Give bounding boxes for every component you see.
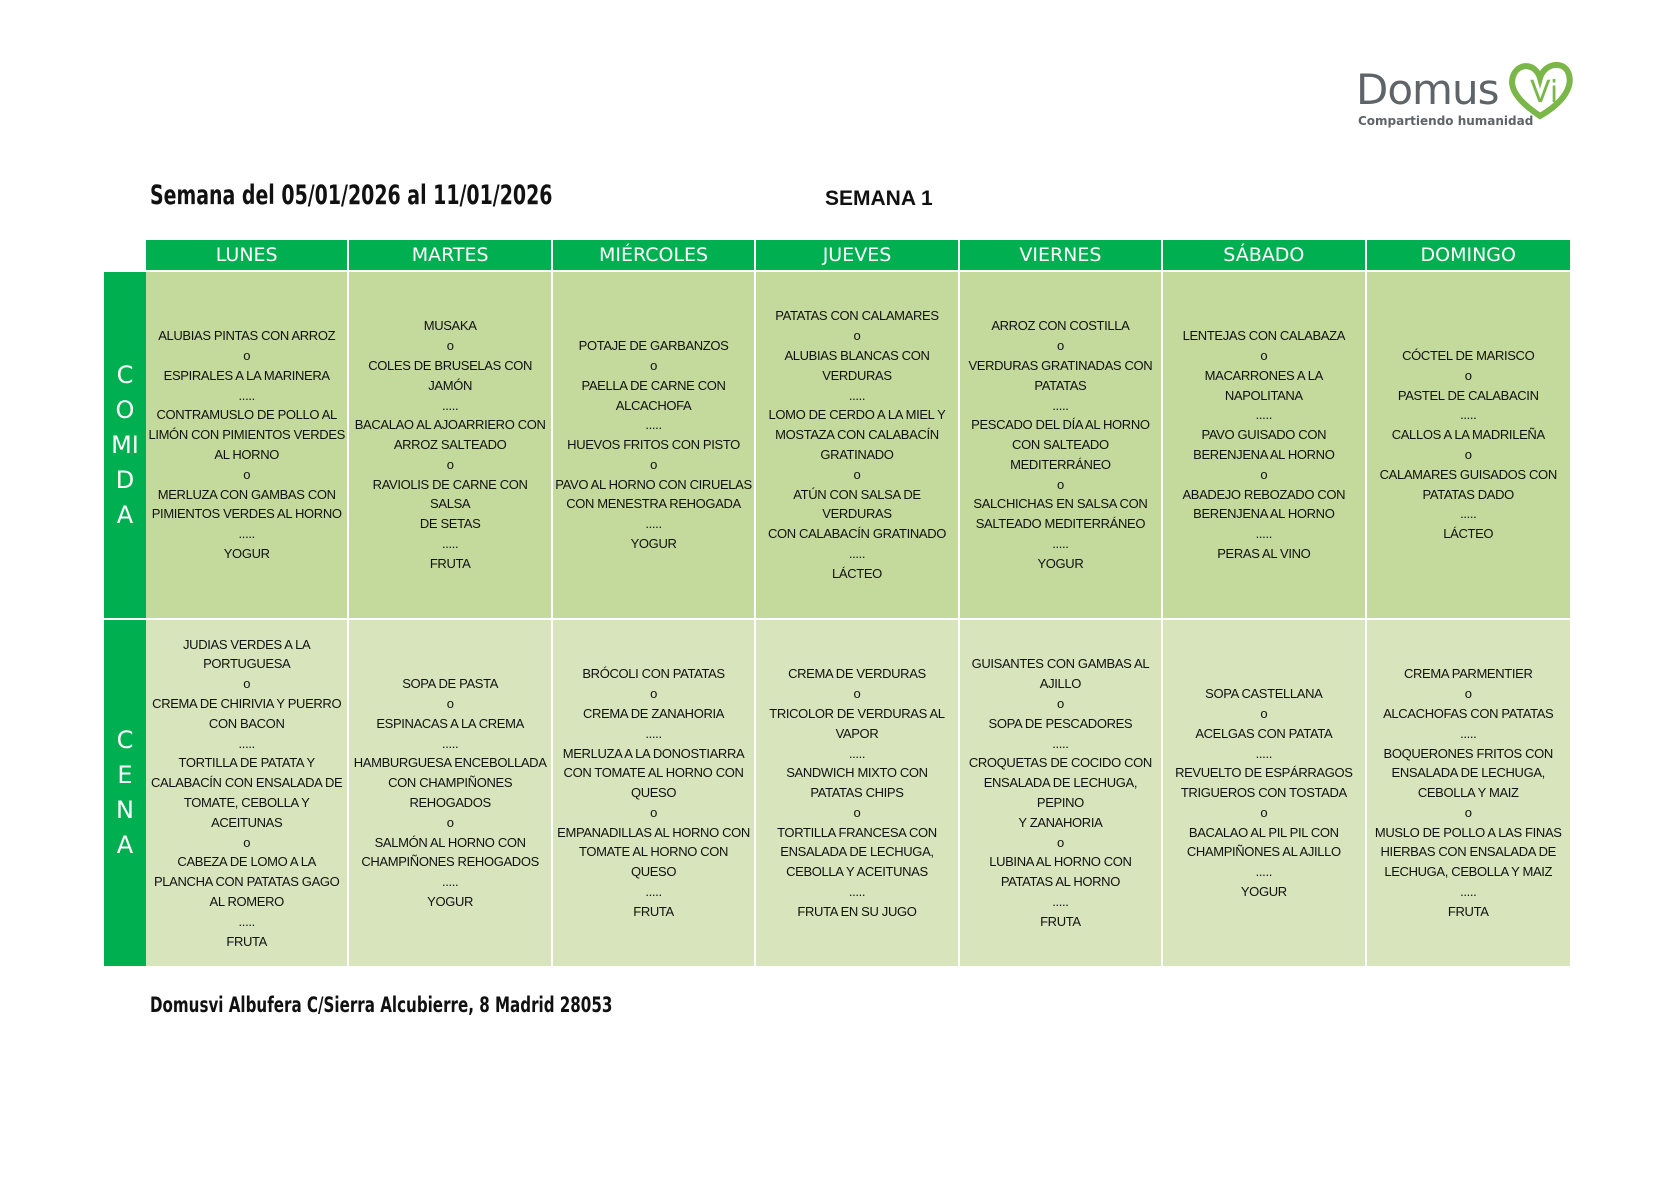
cena-cell-miercoles (553, 620, 756, 966)
comida-cell-martes (349, 272, 552, 618)
comida-cell-miercoles (553, 272, 756, 618)
week-range-title: Semana del 05/01/2026 al 11/01/2026 (150, 180, 553, 211)
logo-brand-text: Domus (1356, 65, 1499, 114)
day-header-martes: MARTES (349, 240, 552, 270)
menu-cell-text: GUISANTES CON GAMBAS AL AJILLO o SOPA DE PESCADORES ..... CROQUETAS DE COCIDO CON ENSALADA DE LECHUGA, PEPINO Y ZANAHORIA o LUBINA AL HORNO CON PATATAS AL HORNO ..... FRUTA (968, 656, 1152, 929)
day-header-viernes: VIERNES (960, 240, 1163, 270)
menu-cell-text: POTAJE DE GARBANZOS o PAELLA DE CARNE CON ALCACHOFA ..... HUEVOS FRITOS CON PISTO o PAVO AL HORNO CON CIRUELAS CON MENESTRA REHOGADA ..... YOGUR (555, 338, 752, 552)
domusvi-logo (1356, 58, 1586, 138)
menu-cell-text: SOPA CASTELLANA o ACELGAS CON PATATA ..... REVUELTO DE ESPÁRRAGOS TRIGUEROS CON TOSTADA o BACALAO AL PIL PIL CON CHAMPIÑONES AL AJILLO ..... YOGUR (1175, 686, 1353, 900)
menu-cell-text: PATATAS CON CALAMARES o ALUBIAS BLANCAS CON VERDURAS ..... LOMO DE CERDO A LA MIEL Y MOSTAZA CON CALABACÍN GRATINADO o ATÚN CON SALSA DE VERDURAS CON CALABACÍN GRATINADO ..... LÁCTEO (767, 308, 947, 581)
comida-cell-sabado (1163, 272, 1366, 618)
cena-row-label (104, 620, 146, 966)
cena-label-text: CENA (116, 726, 134, 859)
cena-row (104, 620, 1570, 966)
menu-cell-text: MUSAKA o COLES DE BRUSELAS CON JAMÓN ..... BACALAO AL AJOARRIERO CON ARROZ SALTEADO o RAVIOLIS DE CARNE CON SALSA DE SETAS ..... FRUTA (354, 318, 546, 571)
menu-cell-text: BRÓCOLI CON PATATAS o CREMA DE ZANAHORIA ..... MERLUZA A LA DONOSTIARRA CON TOMATE AL HORNO CON QUESO o EMPANADILLAS AL HORNO CON TOMATE AL HORNO CON QUESO ..... FRUTA (557, 666, 750, 919)
comida-cell-domingo (1367, 272, 1570, 618)
day-header-lunes: LUNES (146, 240, 349, 270)
cena-cell-martes (349, 620, 552, 966)
menu-cell-text: ARROZ CON COSTILLA o VERDURAS GRATINADAS CON PATATAS ..... PESCADO DEL DÍA AL HORNO CON SALTEADO MEDITERRÁNEO o SALCHICHAS EN SALSA CON SALTEADO MEDITERRÁNEO ..... YOGUR (968, 318, 1153, 571)
day-header-sabado: SÁBADO (1163, 240, 1366, 270)
comida-row (104, 272, 1570, 618)
comida-label-text: COMIDA (111, 360, 139, 529)
day-header-miercoles: MIÉRCOLES (553, 240, 756, 270)
cena-cell-viernes (960, 620, 1163, 966)
menu-cell-text: CÓCTEL DE MARISCO o PASTEL DE CALABACIN ..... CALLOS A LA MADRILEÑA o CALAMARES GUISADOS CON PATATAS DADO ..... LÁCTEO (1379, 348, 1557, 542)
logo-brand-suffix: Vi (1530, 75, 1559, 110)
cena-cell-lunes (146, 620, 349, 966)
menu-cell-text: CREMA PARMENTIER o ALCACHOFAS CON PATATAS ..... BOQUERONES FRITOS CON ENSALADA DE LECHUGA, CEBOLLA Y MAIZ o MUSLO DE POLLO A LAS FINAS HIERBAS CON ENSALADA DE LECHUGA, CEBOLLA Y MAIZ ..... FRUTA (1374, 666, 1562, 919)
heart-leaf-icon (1506, 58, 1576, 120)
comida-cell-lunes (146, 272, 349, 618)
weekly-menu-table (104, 240, 1570, 966)
cena-cell-domingo (1367, 620, 1570, 966)
footer-address: Domusvi Albufera C/Sierra Alcubierre, 8 Madrid 28053 (150, 993, 613, 1017)
cena-cell-sabado (1163, 620, 1366, 966)
logo-tagline: Compartiendo humanidad (1358, 114, 1534, 128)
comida-cell-jueves (756, 272, 959, 618)
day-header-domingo: DOMINGO (1367, 240, 1570, 270)
menu-cell-text: LENTEJAS CON CALABAZA o MACARRONES A LA NAPOLITANA ..... PAVO GUISADO CON BERENJENA AL HORNO o ABADEJO REBOZADO CON BERENJENA AL HORNO ..... PERAS AL VINO (1182, 328, 1346, 561)
menu-cell-text: SOPA DE PASTA o ESPINACAS A LA CREMA ..... HAMBURGUESA ENCEBOLLADA CON CHAMPIÑONES REHOGADOS o SALMÓN AL HORNO CON CHAMPIÑONES REHOGADOS ..... YOGUR (353, 676, 547, 909)
comida-row-label (104, 272, 146, 618)
comida-cell-viernes (960, 272, 1163, 618)
day-header-jueves: JUEVES (756, 240, 959, 270)
week-number-label: SEMANA 1 (825, 187, 933, 210)
day-header-row (146, 240, 1570, 270)
menu-cell-text: CREMA DE VERDURAS o TRICOLOR DE VERDURAS AL VAPOR ..... SANDWICH MIXTO CON PATATAS CHIPS o TORTILLA FRANCESA CON ENSALADA DE LECHUGA, CEBOLLA Y ACEITUNAS ..... FRUTA EN SU JUGO (769, 666, 945, 919)
menu-cell-text: ALUBIAS PINTAS CON ARROZ o ESPIRALES A LA MARINERA ..... CONTRAMUSLO DE POLLO AL LIMÓN CON PIMIENTOS VERDES AL HORNO o MERLUZA CON GAMBAS CON PIMIENTOS VERDES AL HORNO ..... YOGUR (148, 328, 345, 561)
cena-cell-jueves (756, 620, 959, 966)
menu-cell-text: JUDIAS VERDES A LA PORTUGUESA o CREMA DE CHIRIVIA Y PUERRO CON BACON ..... TORTILLA DE PATATA Y CALABACÍN CON ENSALADA DE TOMATE, CEBOLLA Y ACEITUNAS o CABEZA DE LOMO A LA PLANCHA CON PATATAS GAGO AL ROMERO ..... FRUTA (151, 636, 343, 949)
